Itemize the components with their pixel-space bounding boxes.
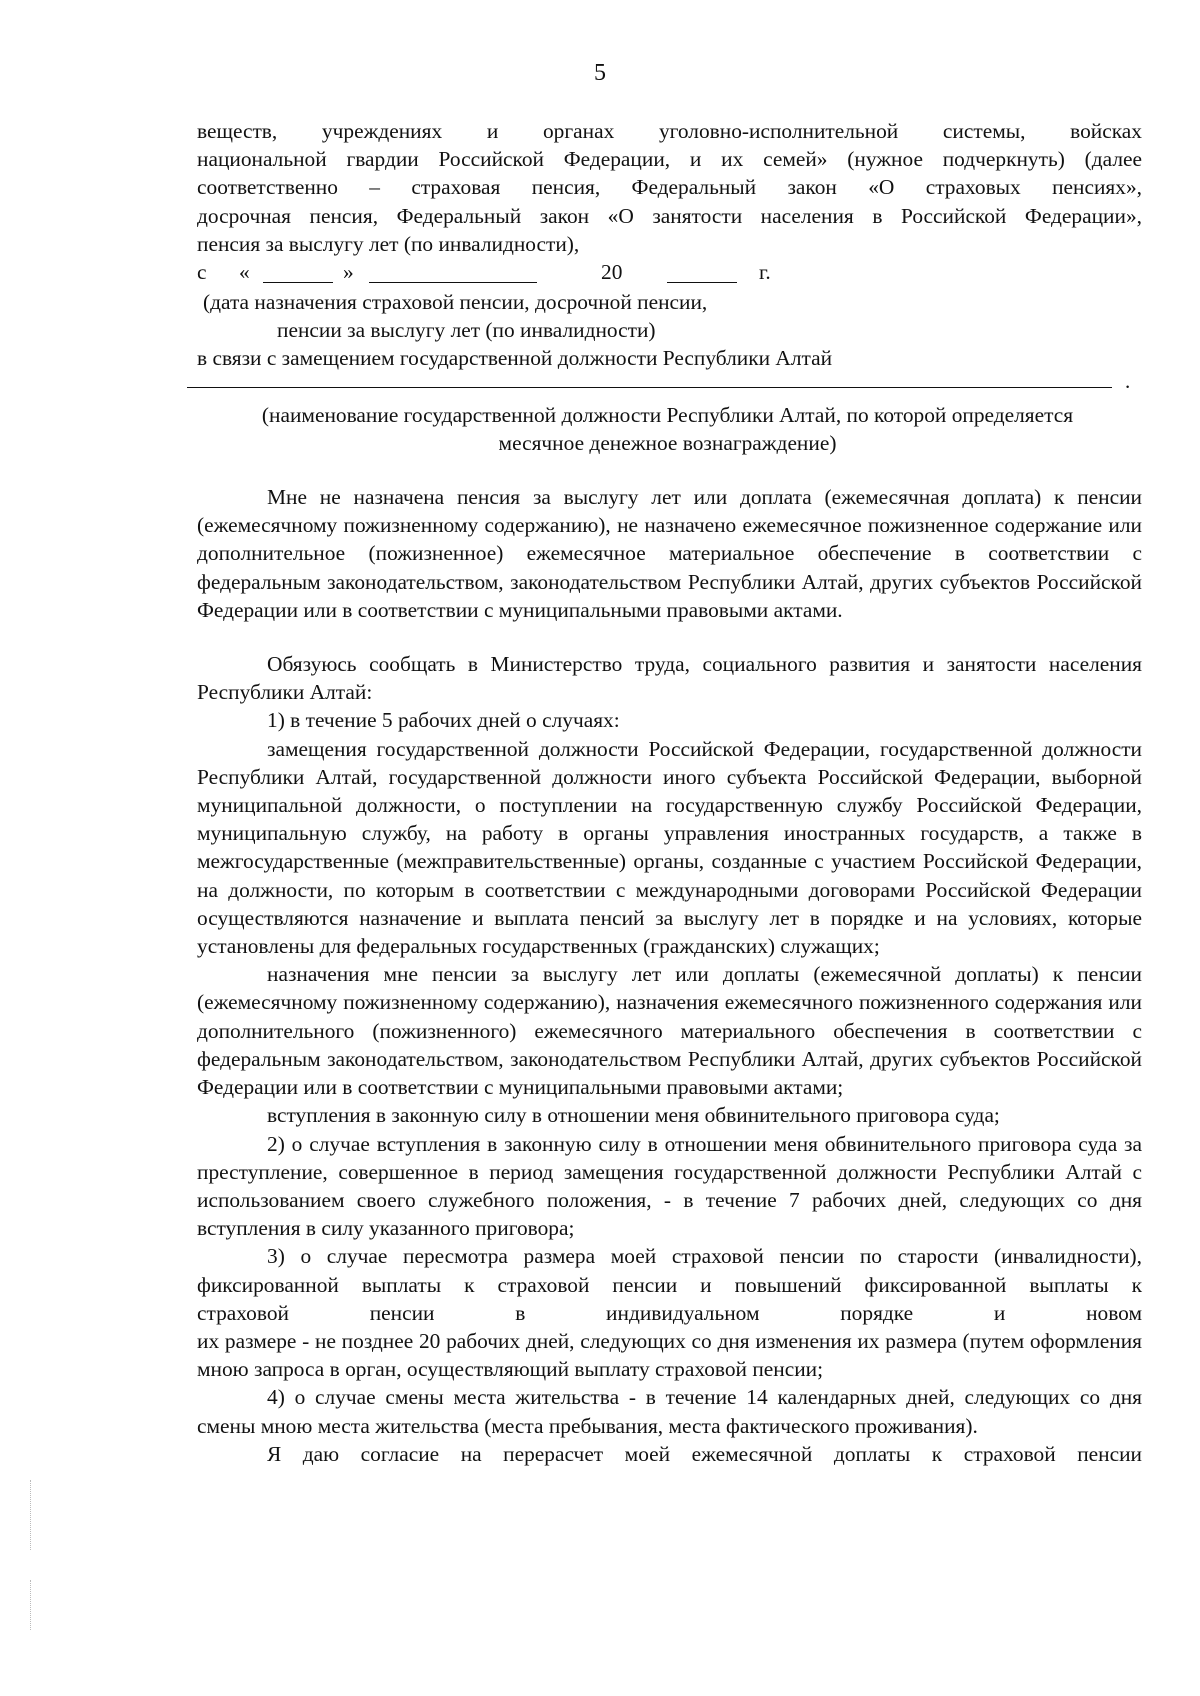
list-item-2: 2) о случае вступления в законную силу в отношении меня обвинительного приговора суда за преступление, совершенное в период замещения государственной должности Республики Алтай с использованием своего служебного положения, - в течение 7 рабочих дней, следующих со дня вступления в силу указанного приговора; [197,1131,1142,1241]
date-field-row [197,258,1142,288]
position-line: в связи с замещением государственной должности Республики Алтай [197,346,833,371]
list-item-3-line: страховой пенсии в индивидуальном порядке и новом [197,1300,1142,1325]
position-period: . [1125,368,1131,393]
intro-line: веществ, учреждениях и органах уголовно-исполнительной системы, войсках [197,119,1142,143]
page-number: 5 [594,60,606,86]
month-blank[interactable] [369,282,537,283]
intro-line: соответственно – страховая пенсия, Федеральный закон «О страховых пенсиях», [197,175,1142,200]
year-suffix: г. [759,260,771,285]
paragraph-obligation: Обязуюсь сообщать в Министерство труда, социального развития и занятости населения Республики Алтай: [197,652,1142,705]
list-item-1a: замещения государственной должности Российской Федерации, государственной должности Республики Алтай, государственной должности иного субъекта Российской Федерации, выборной муниципальной должности, о поступлении на государственную службу Российской Федерации, муниципальную службу, на работу в органы управления иностранных государств, а также в межгосударственные (межправительственные) органы, созданные с участием Российской Федерации, на должности, по которым в соответствии с международными договорами Российской Федерации осуществляются назначение и выплата пенсий за выслугу лет в порядке и на условиях, которые установлены для федеральных государственных (гражданских) служащих; [197,736,1142,959]
list-item-3-line: 3) о случае пересмотра размера моей страховой пенсии по старости (инвалидности), [267,1244,1142,1269]
year-blank[interactable] [667,282,737,283]
scan-margin-mark [30,1480,32,1550]
position-caption: (наименование государственной должности Республики Алтай, по которой определяется [261,402,1074,427]
intro-line-last: пенсия за выслугу лет (по инвалидности), [197,231,580,256]
position-caption: месячное денежное вознаграждение) [498,430,837,455]
date-caption: (дата назначения страховой пенсии, досрочной пенсии, [203,290,708,315]
year-prefix: 20 [601,260,623,285]
list-item-4: 4) о случае смены места жительства - в течение 14 календарных дней, следующих со дня смены мною места жительства (места пребывания, места фактического проживания). [197,1385,1142,1438]
intro-line: национальной гвардии Российской Федерации, и их семей» (нужное подчеркнуть) (далее [197,147,1142,172]
date-close-quote: » [343,260,354,285]
list-item-3-line: фиксированной выплаты к страховой пенсии и повышений фиксированной выплаты к [197,1272,1142,1297]
date-prefix: с [197,260,207,285]
list-item-1: 1) в течение 5 рабочих дней о случаях: [267,708,620,733]
scan-margin-mark [30,1580,32,1630]
list-item-1c: вступления в законную силу в отношении меня обвинительного приговора суда; [267,1103,1000,1128]
date-caption: пенсии за выслугу лет (по инвалидности) [277,318,656,343]
day-blank[interactable] [263,282,333,283]
list-item-1b: назначения мне пенсии за выслугу лет или доплаты (ежемесячной доплаты) к пенсии (ежемесячному пожизненному содержанию), назначения ежемесячного пожизненного содержания или дополнительного (пожизненного) ежемесячного материального обеспечения в соответствии с федеральным законодательством, законодательством Республики Алтай, других субъектов Российской Федерации или в соответствии с муниципальными правовыми актами; [197,962,1142,1100]
list-item-3-rest: их размере - не позднее 20 рабочих дней, следующих со дня изменения их размера (путем оформления мною запроса в орган, осуществляющий выплату страховой пенсии; [197,1328,1142,1382]
paragraph-consent: Я даю согласие на перерасчет моей ежемесячной доплаты к страховой пенсии [267,1441,1142,1466]
date-open-quote: « [239,260,250,285]
intro-line: досрочная пенсия, Федеральный закон «О занятости населения в Российской Федерации», [197,203,1142,228]
paragraph-not-assigned: Мне не назначена пенсия за выслугу лет или доплата (ежемесячная доплата) к пенсии (ежемесячному пожизненному содержанию), не назначено ежемесячное пожизненное содержание или дополнительное (пожизненное) ежемесячное материальное обеспечение в соответствии с федеральным законодательством, законодательством Республики Алтай, других субъектов Российской Федерации или в соответствии с муниципальными правовыми актами. [197,485,1142,622]
position-name-field [197,368,1142,395]
document-body [197,117,1142,1468]
position-name-blank[interactable] [187,387,1112,388]
